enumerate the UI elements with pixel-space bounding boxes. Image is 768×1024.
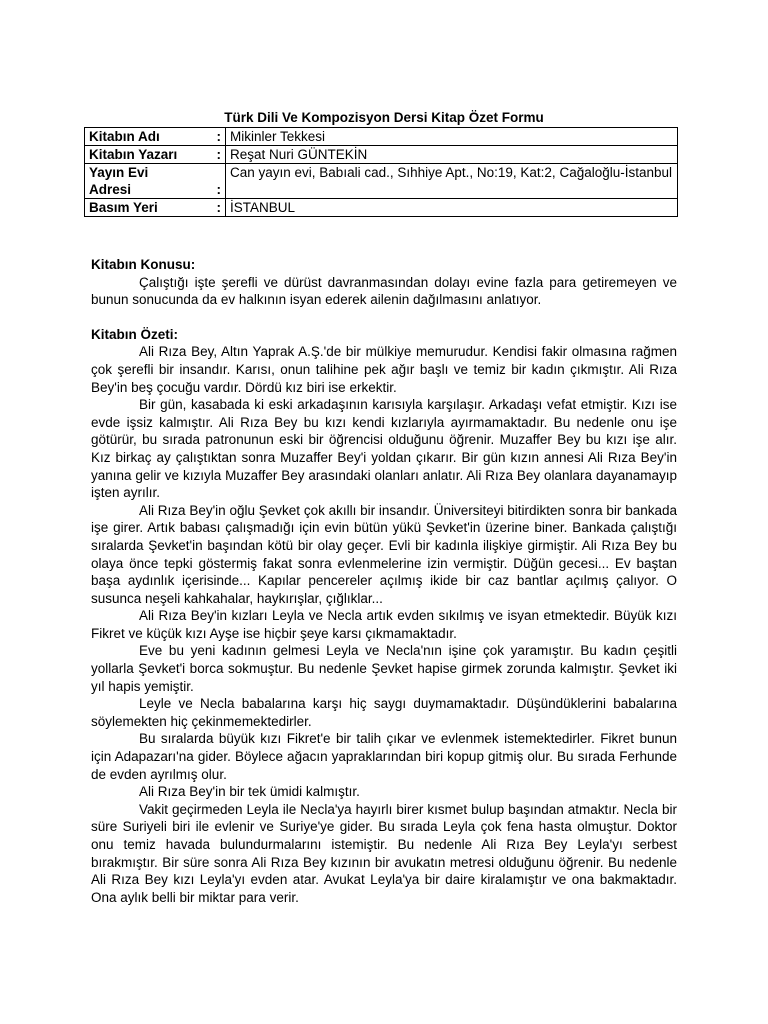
info-label-cell xyxy=(85,199,226,217)
form-title: Türk Dili Ve Kompozisyon Dersi Kitap Özet Formu xyxy=(224,110,544,125)
info-colon: : xyxy=(216,129,221,144)
ozet-paragraph: Ali Rıza Bey'in bir tek ümidi kalmıştır. xyxy=(139,784,360,800)
info-value: Mikinler Tekkesi xyxy=(226,128,678,146)
ozet-paragraph: Bu sıralarda büyük kızı Fikret'e bir talih çıkar ve evlenmek istemektedirler. Fikret bunun için Adapazarı'na gider. Böylece ağacın yapraklarından biri kopup gitmiş olur. Bu sırada Ferhunde de evden ayrılmış olur. xyxy=(91,731,677,782)
table-row xyxy=(85,128,678,146)
info-colon: : xyxy=(216,182,221,197)
ozet-paragraph: Ali Rıza Bey, Altın Yaprak A.Ş.'de bir mülkiye memurudur. Kendisi fakir olmasına rağmen çok şerefli bir insandır. Karısı, onun talihine pek ağır başlı ve temiz bir kadın çıkmıştır. Ali Rıza Bey'in beş çocuğu vardır. Dördü kız biri ise erkektir. xyxy=(91,344,677,395)
ozet-paragraph: Ali Rıza Bey'in kızları Leyla ve Necla artık evden sıkılmış ve isyan etmektedir. Büyük kızı Fikret ve küçük kızı Ayşe ise hiçbir şeye karsı çıkmamaktadır. xyxy=(91,608,677,641)
ozet-paragraph: Leyle ve Necla babalarına karşı hiç saygı duymamaktadır. Düşündüklerini babalarına söylemekten hiç çekinmemektedirler. xyxy=(91,696,677,729)
ozet-paragraph: Eve bu yeni kadının gelmesi Leyla ve Necla'nın işine çok yaramıştır. Bu kadın çeşitli yollarla Şevket'i borca sokmuştur. Bu nedenle Şevket hapise girmek zorunda kalmıştır. Şevket iki yıl hapis yemiştir. xyxy=(91,643,677,694)
ozet-paragraph: Ali Rıza Bey'in oğlu Şevket çok akıllı bir insandır. Üniversiteyi bitirdikten sonra bir bankada işe girer. Artık babası çalışmadığı için evin bütün yükü Şevket'in üzerine biner. Bankada çalıştığı sıralarda Şevket'in başından kötü bir olay geçer. Evli bir kadınla ilişkiye girmiştir. Ali Rıza Bey bu olaya önce tepki göstermiş fakat sonra evlenmelerine izin vermiştir. Düğün gecesi... Ev baştan başa aydınlık içerisinde... Kapılar pencereler açılmış ikide bir caz bantlar açılmış çalıyor. O susunca neşeli kahkahalar, haykırışlar, çığlıklar... xyxy=(91,502,677,606)
table-row xyxy=(85,199,678,217)
info-label-cell xyxy=(85,128,226,146)
book-info-table xyxy=(84,127,678,217)
info-label: Kitabın Adı xyxy=(89,129,160,144)
konu-heading: Kitabın Konusu: xyxy=(91,257,196,272)
ozet-paragraph: Bir gün, kasabada ki eski arkadaşının karısıyla karşılaşır. Arkadaşı vefat etmiştir. Kızı ise evde işsiz kalmıştır. Ali Rıza Bey bu kızı kendi kızlarıyla ayırmamaktadır. Bu nedenle onu işe götürür, bu sırada patronunun eski bir öğrencisi olduğunu öğrenir. Muzaffer Bey bu kızı işe alır. Kız birkaç ay çalıştıktan sonra Muzaffer Bey'i yoldan çıkarır. Bir gün kızın annesi Ali Rıza Bey'in yanına gelir ve kızıyla Muzaffer Bey arasındaki olanları anlatır. Ali Rıza Bey olanlara dayanamayıp işten ayrılır. xyxy=(91,397,677,501)
info-value: Reşat Nuri GÜNTEKİN xyxy=(226,146,678,164)
info-value: Can yayın evi, Babıali cad., Sıhhiye Apt., No:19, Kat:2, Cağaloğlu-İstanbul xyxy=(226,164,678,199)
info-label: Kitabın Yazarı xyxy=(89,147,178,162)
konu-paragraph: Çalıştığı işte şerefli ve dürüst davranmasından dolayı evine fazla para getiremeyen ve bunun sonucunda da ev halkının isyan ederek ailenin dağılmasını anlatıyor. xyxy=(91,274,677,308)
table-row xyxy=(85,164,678,199)
info-colon: : xyxy=(216,200,221,215)
info-value: İSTANBUL xyxy=(226,199,678,217)
info-label-cell xyxy=(85,164,226,199)
info-label-cell xyxy=(85,146,226,164)
table-row xyxy=(85,146,678,164)
ozet-paragraph: Vakit geçirmeden Leyla ile Necla'ya hayırlı birer kısmet bulup başından atmaktır. Necla bir süre Suriyeli biri ile evlenir ve Suriye'ye gider. Bu sırada Leyla çok fena hasta olmuştur. Doktor onu temiz havada bulundurmalarını istemiştir. Bu nedenle Ali Rıza Bey Leyla'yı serbest bırakmıştır. Bir süre sonra Ali Rıza Bey kızının bir avukatın metresi olduğunu öğrenir. Bu nedenle Ali Rıza Bey kızı Leyla'yı evden atar. Avukat Leyla'ya bir daire kiralamıştır ve ona bakmaktadır. Ona aylık belli bir miktar para verir. xyxy=(91,801,677,905)
document-body xyxy=(91,256,677,906)
info-label: Yayın Evi Adresi xyxy=(89,165,149,197)
info-label: Basım Yeri xyxy=(89,200,158,215)
ozet-heading: Kitabın Özeti: xyxy=(91,326,178,342)
info-colon: : xyxy=(216,147,221,162)
